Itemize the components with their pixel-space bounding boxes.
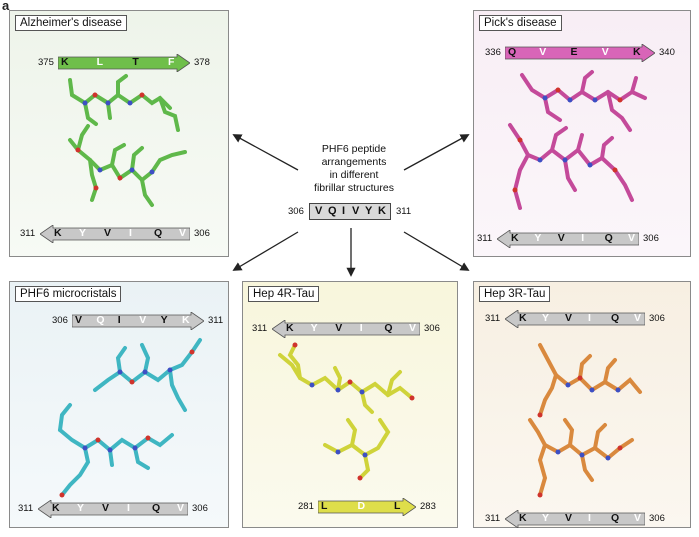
hep3r-bottom-strand-start: 311 [485,513,501,524]
strand-residue: V [539,46,547,58]
strand-residue: V [177,502,185,514]
strand-residue: V [179,227,187,239]
center-residue: Q [328,205,337,217]
pick-molecule [510,72,645,208]
strand-residue: V [565,312,573,324]
hep4r-top-strand-start: 311 [252,323,268,334]
strand-residue: K [511,232,519,244]
strand-residue: Q [508,46,517,58]
hep3r-molecule [530,345,640,495]
strand-residue: T [132,56,139,68]
strand-residue: V [557,232,565,244]
strand-residue: V [601,46,609,58]
hep4r-bottom-strand-start: 281 [298,501,314,512]
strand-residue: V [634,312,642,324]
strand-residue: K [633,46,641,58]
alzheimer-top-strand-end: 378 [194,57,210,68]
strand-residue: V [628,232,636,244]
hep4r-top-strand-end: 306 [424,323,440,334]
hep3r-top-strand-end: 306 [649,313,665,324]
strand-residue: Q [384,322,393,334]
strand-residue: K [61,56,69,68]
strand-residue: K [182,314,190,326]
strand-residue: L [96,56,104,68]
center-caption-line: in different [329,169,379,181]
strand-residue: Q [152,502,161,514]
panel-title-hep3r: Hep 3R-Tau [479,286,550,302]
phf6-bottom-strand-start: 311 [18,503,34,514]
pick-top-strand-start: 336 [485,47,501,58]
strand-residue: Y [534,232,542,244]
strand-residue: L [321,500,328,512]
strand-residue: Y [310,322,318,334]
phf6-bottom-strand-end: 306 [192,503,208,514]
center-residue: V [352,205,360,217]
phf6-top-strand-start: 306 [52,315,68,326]
center-caption-line: fibrillar structures [314,182,394,194]
strand-residue: V [335,322,343,334]
strand-residue: Q [611,512,620,524]
pick-top-strand-end: 340 [659,47,675,58]
strand-residue: Y [542,512,550,524]
center-residue: K [378,205,386,217]
panel-title-alzheimer: Alzheimer's disease [15,15,127,31]
strand-residue: V [104,227,112,239]
strand-residue: F [168,56,175,68]
strand-residue: K [286,322,294,334]
strand-residue: Q [604,232,613,244]
strand-residue: L [394,500,401,512]
strand-residue: V [409,322,417,334]
strand-residue: Y [77,502,85,514]
alzheimer-molecule [70,76,185,205]
strand-residue: I [129,227,132,239]
strand-residue: E [570,46,578,58]
center-residue: I [342,205,346,217]
strand-residue: K [52,502,60,514]
strand-residue: Q [611,312,620,324]
hep3r-bottom-strand-end: 306 [649,513,665,524]
strand-residue: V [102,502,110,514]
phf6-top-strand-end: 311 [208,315,224,326]
strand-residue: K [519,512,527,524]
strand-residue: I [581,232,585,244]
strand-residue: V [565,512,573,524]
panel-title-hep4r: Hep 4R-Tau [248,286,319,302]
strand-residue: Y [79,227,87,239]
strand-residue: K [519,312,527,324]
center-seq-end: 311 [396,206,412,217]
strand-residue: V [75,314,83,326]
strand-residue: D [357,500,366,512]
strand-residue: I [588,512,591,524]
pick-bottom-strand-start: 311 [477,233,493,244]
strand-residue: V [634,512,642,524]
strand-residue: Q [96,314,105,326]
pick-bottom-strand-end: 306 [643,233,659,244]
phf6-molecule [60,340,200,495]
center-residue: Y [365,205,373,217]
strand-residue: I [588,312,591,324]
strand-residue: I [359,322,363,334]
center-seq-start: 306 [288,206,304,217]
panel-title-pick: Pick's disease [479,15,562,31]
alzheimer-top-strand-start: 375 [38,57,54,68]
strand-residue: K [54,227,62,239]
strand-residue: Q [154,227,163,239]
strand-residue: I [117,314,121,326]
hep3r-top-strand-start: 311 [485,313,501,324]
strand-residue: Y [542,312,550,324]
center-caption-line: PHF6 peptide [321,143,387,155]
panel-title-phf6: PHF6 microcristals [15,286,121,302]
center-residue: V [315,205,323,217]
strand-residue: Y [160,314,168,326]
figure-label: a [2,0,10,13]
alzheimer-bottom-strand-start: 311 [20,228,36,239]
strand-residue: I [127,502,130,514]
alzheimer-bottom-strand-end: 306 [194,228,210,239]
strand-residue: V [139,314,147,326]
hep4r-molecule [280,345,412,478]
hep4r-bottom-strand-end: 283 [420,501,436,512]
center-caption-line: arrangements [321,156,387,168]
